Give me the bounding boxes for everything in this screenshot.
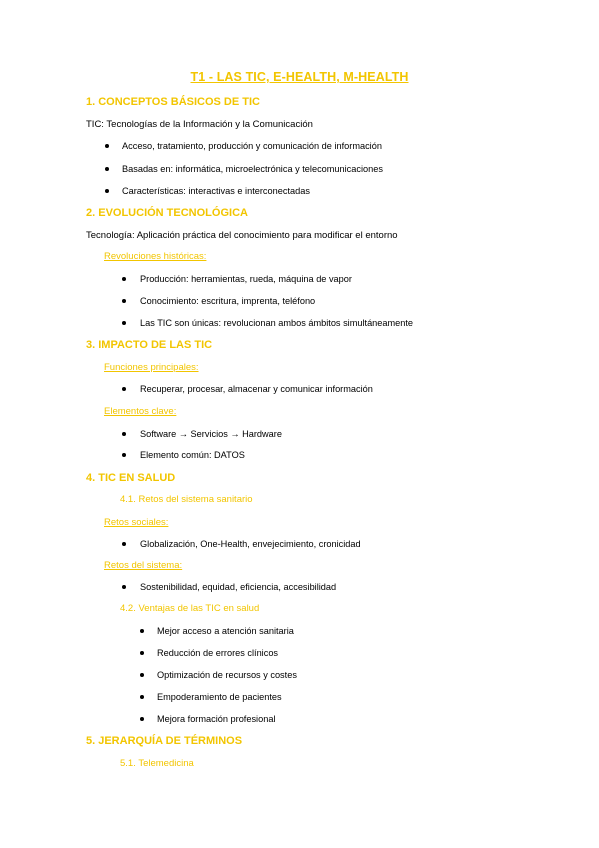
list-item: Software → Servicios → Hardware bbox=[140, 429, 282, 439]
bullet-dot bbox=[140, 695, 144, 699]
document-title: T1 - LAS TIC, E-HEALTH, M-HEALTH bbox=[190, 70, 409, 84]
list-item: Optimización de recursos y costes bbox=[157, 670, 297, 680]
list-item: Sostenibilidad, equidad, eficiencia, accesibilidad bbox=[140, 582, 337, 592]
list-item: Mejor acceso a atención sanitaria bbox=[157, 626, 294, 636]
bullet-dot bbox=[122, 453, 126, 457]
bullet-dot bbox=[140, 651, 144, 655]
subheading-retos-sistema: Retos del sistema: bbox=[104, 560, 183, 571]
list-item: Globalización, One-Health, envejecimiento, cronicidad bbox=[140, 539, 361, 549]
bullet-dot bbox=[122, 387, 126, 391]
bullet-dot bbox=[105, 167, 109, 171]
subheading-retos-sociales: Retos sociales: bbox=[104, 517, 169, 528]
list-item: Empoderamiento de pacientes bbox=[157, 692, 282, 702]
subheading-elementos: Elementos clave: bbox=[104, 406, 177, 417]
bullet-dot bbox=[122, 277, 126, 281]
list-item: Conocimiento: escritura, imprenta, teléfono bbox=[140, 296, 316, 306]
subsection-5-1: 5.1. Telemedicina bbox=[120, 758, 194, 769]
list-item: Acceso, tratamiento, producción y comunicación de información bbox=[122, 141, 382, 151]
list-item: Recuperar, procesar, almacenar y comunicar información bbox=[140, 384, 373, 394]
list-item: Reducción de errores clínicos bbox=[157, 648, 279, 658]
list-item: Características: interactivas e interconectadas bbox=[122, 186, 310, 196]
bullet-dot bbox=[122, 432, 126, 436]
subheading-funciones: Funciones principales: bbox=[104, 362, 199, 373]
bullet-dot bbox=[105, 144, 109, 148]
section-1-heading: 1. CONCEPTOS BÁSICOS DE TIC bbox=[86, 96, 260, 108]
list-item: Mejora formación profesional bbox=[157, 714, 276, 724]
bullet-dot bbox=[122, 299, 126, 303]
subheading-revoluciones: Revoluciones históricas: bbox=[104, 251, 207, 262]
section-1-intro: TIC: Tecnologías de la Información y la Comunicación bbox=[86, 119, 313, 130]
bullet-dot bbox=[140, 629, 144, 633]
list-item: Producción: herramientas, rueda, máquina de vapor bbox=[140, 274, 352, 284]
list-item: Elemento común: DATOS bbox=[140, 450, 245, 460]
bullet-dot bbox=[140, 717, 144, 721]
subsection-4-1: 4.1. Retos del sistema sanitario bbox=[120, 494, 253, 505]
bullet-dot bbox=[140, 673, 144, 677]
section-5-heading: 5. JERARQUÍA DE TÉRMINOS bbox=[86, 735, 243, 747]
bullet-dot bbox=[122, 585, 126, 589]
section-2-intro: Tecnología: Aplicación práctica del conocimiento para modificar el entorno bbox=[86, 230, 398, 241]
bullet-dot bbox=[122, 542, 126, 546]
bullet-dot bbox=[122, 321, 126, 325]
subsection-4-2: 4.2. Ventajas de las TIC en salud bbox=[120, 603, 260, 614]
bullet-dot bbox=[105, 189, 109, 193]
list-item: Basadas en: informática, microelectrónica y telecomunicaciones bbox=[122, 164, 383, 174]
section-4-heading: 4. TIC EN SALUD bbox=[86, 472, 176, 484]
section-3-heading: 3. IMPACTO DE LAS TIC bbox=[86, 339, 213, 351]
list-item: Las TIC son únicas: revolucionan ambos ámbitos simultáneamente bbox=[140, 318, 414, 328]
section-2-heading: 2. EVOLUCIÓN TECNOLÓGICA bbox=[86, 207, 248, 219]
